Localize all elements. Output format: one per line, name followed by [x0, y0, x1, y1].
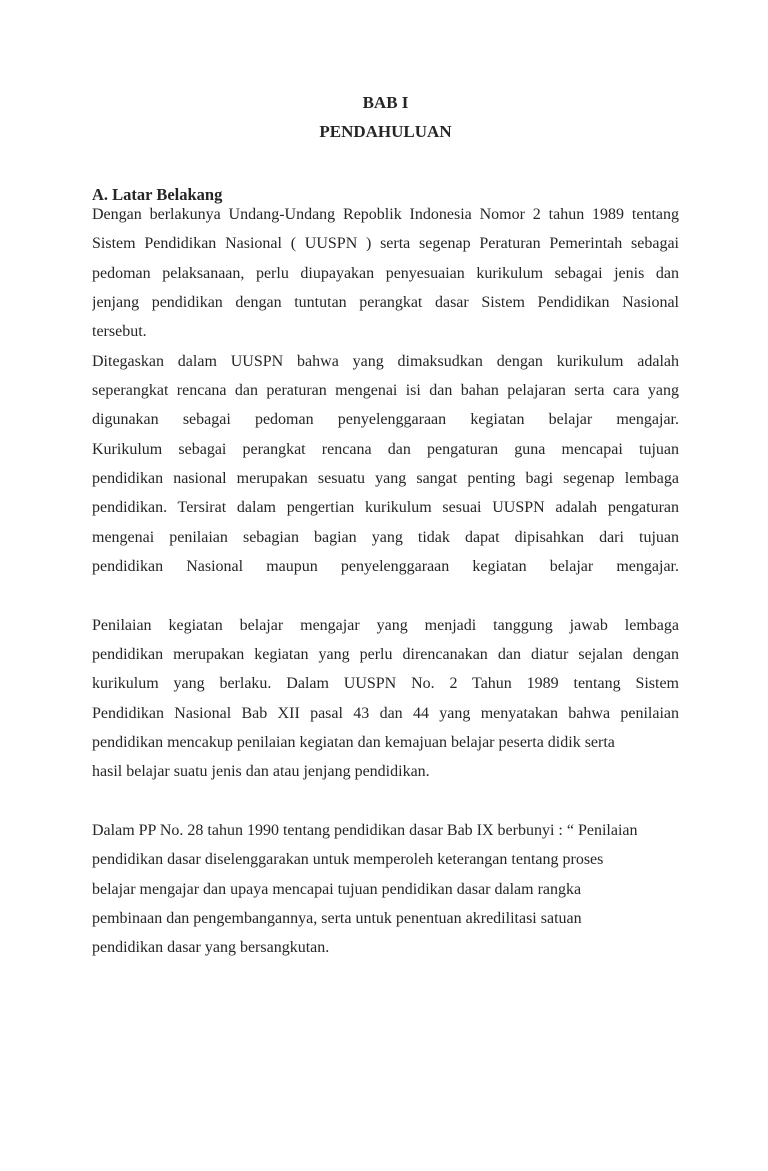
text-line: Dengan berlakunya Undang-Undang Repoblik Indonesia Nomor 2 tahun 1989 tentang	[92, 206, 679, 223]
text-line: Pendidikan Nasional Bab XII pasal 43 dan 44 yang menyatakan bahwa penilaian	[92, 704, 679, 722]
text-line: tersebut.	[92, 323, 147, 341]
paragraph-3	[92, 611, 679, 787]
title-line-2: PENDAHULUAN	[319, 122, 452, 142]
text-line: pendidikan merupakan kegiatan yang perlu direncanakan dan diatur sejalan dengan	[92, 645, 679, 663]
text-line: Dalam PP No. 28 tahun 1990 tentang pendidikan dasar Bab IX berbunyi : “ Penilaian	[92, 821, 638, 839]
text-line: pendidikan mencakup penilaian kegiatan dan kemajuan belajar peserta didik serta	[92, 733, 615, 751]
body-text	[92, 200, 679, 963]
text-line: seperangkat rencana dan peraturan mengenai isi dan bahan pelajaran serta cara yang	[92, 381, 679, 399]
text-line: mengenai penilaian sebagian bagian yang tidak dapat dipisahkan dari tujuan	[92, 528, 679, 546]
text-line: jenjang pendidikan dengan tuntutan perangkat dasar Sistem Pendidikan Nasional	[92, 293, 679, 311]
text-line: Penilaian kegiatan belajar mengajar yang menjadi tanggung jawab lembaga	[92, 616, 679, 634]
title-line-1: BAB I	[362, 93, 409, 112]
text-line: pembinaan dan pengembangannya, serta untuk penentuan akredilitasi satuan	[92, 909, 582, 927]
text-line: pendidikan dasar diselenggarakan untuk memperoleh keterangan tentang proses	[92, 851, 604, 869]
text-line: hasil belajar suatu jenis dan atau jenjang pendidikan.	[92, 763, 430, 781]
text-line: Kurikulum sebagai perangkat rencana dan pengaturan guna mencapai tujuan	[92, 440, 679, 458]
text-line: Ditegaskan dalam UUSPN bahwa yang dimaksudkan dengan kurikulum adalah	[92, 352, 679, 370]
text-line: Sistem Pendidikan Nasional ( UUSPN ) serta segenap Peraturan Pemerintah sebagai	[92, 235, 679, 253]
text-line: pendidikan. Tersirat dalam pengertian kurikulum sesuai UUSPN adalah pengaturan	[92, 499, 679, 517]
text-line: belajar mengajar dan upaya mencapai tujuan pendidikan dasar dalam rangka	[92, 880, 582, 898]
text-line: kurikulum yang berlaku. Dalam UUSPN No. 2 Tahun 1989 tentang Sistem	[92, 675, 679, 693]
document-title	[92, 88, 679, 147]
text-line: digunakan sebagai pedoman penyelenggaraan kegiatan belajar mengajar.	[92, 411, 679, 429]
paragraph-4	[92, 816, 679, 963]
text-line: pedoman pelaksanaan, perlu diupayakan penyesuaian kurikulum sebagai jenis dan	[92, 264, 679, 282]
section-heading: A. Latar Belakang	[92, 185, 223, 204]
paragraph-2	[92, 347, 679, 582]
text-line: pendidikan Nasional maupun penyelenggaraan kegiatan belajar mengajar.	[92, 557, 679, 575]
text-line: pendidikan dasar yang bersangkutan.	[92, 939, 330, 957]
paragraph-1	[92, 200, 679, 347]
text-line: pendidikan nasional merupakan sesuatu yang sangat penting bagi segenap lembaga	[92, 469, 679, 487]
